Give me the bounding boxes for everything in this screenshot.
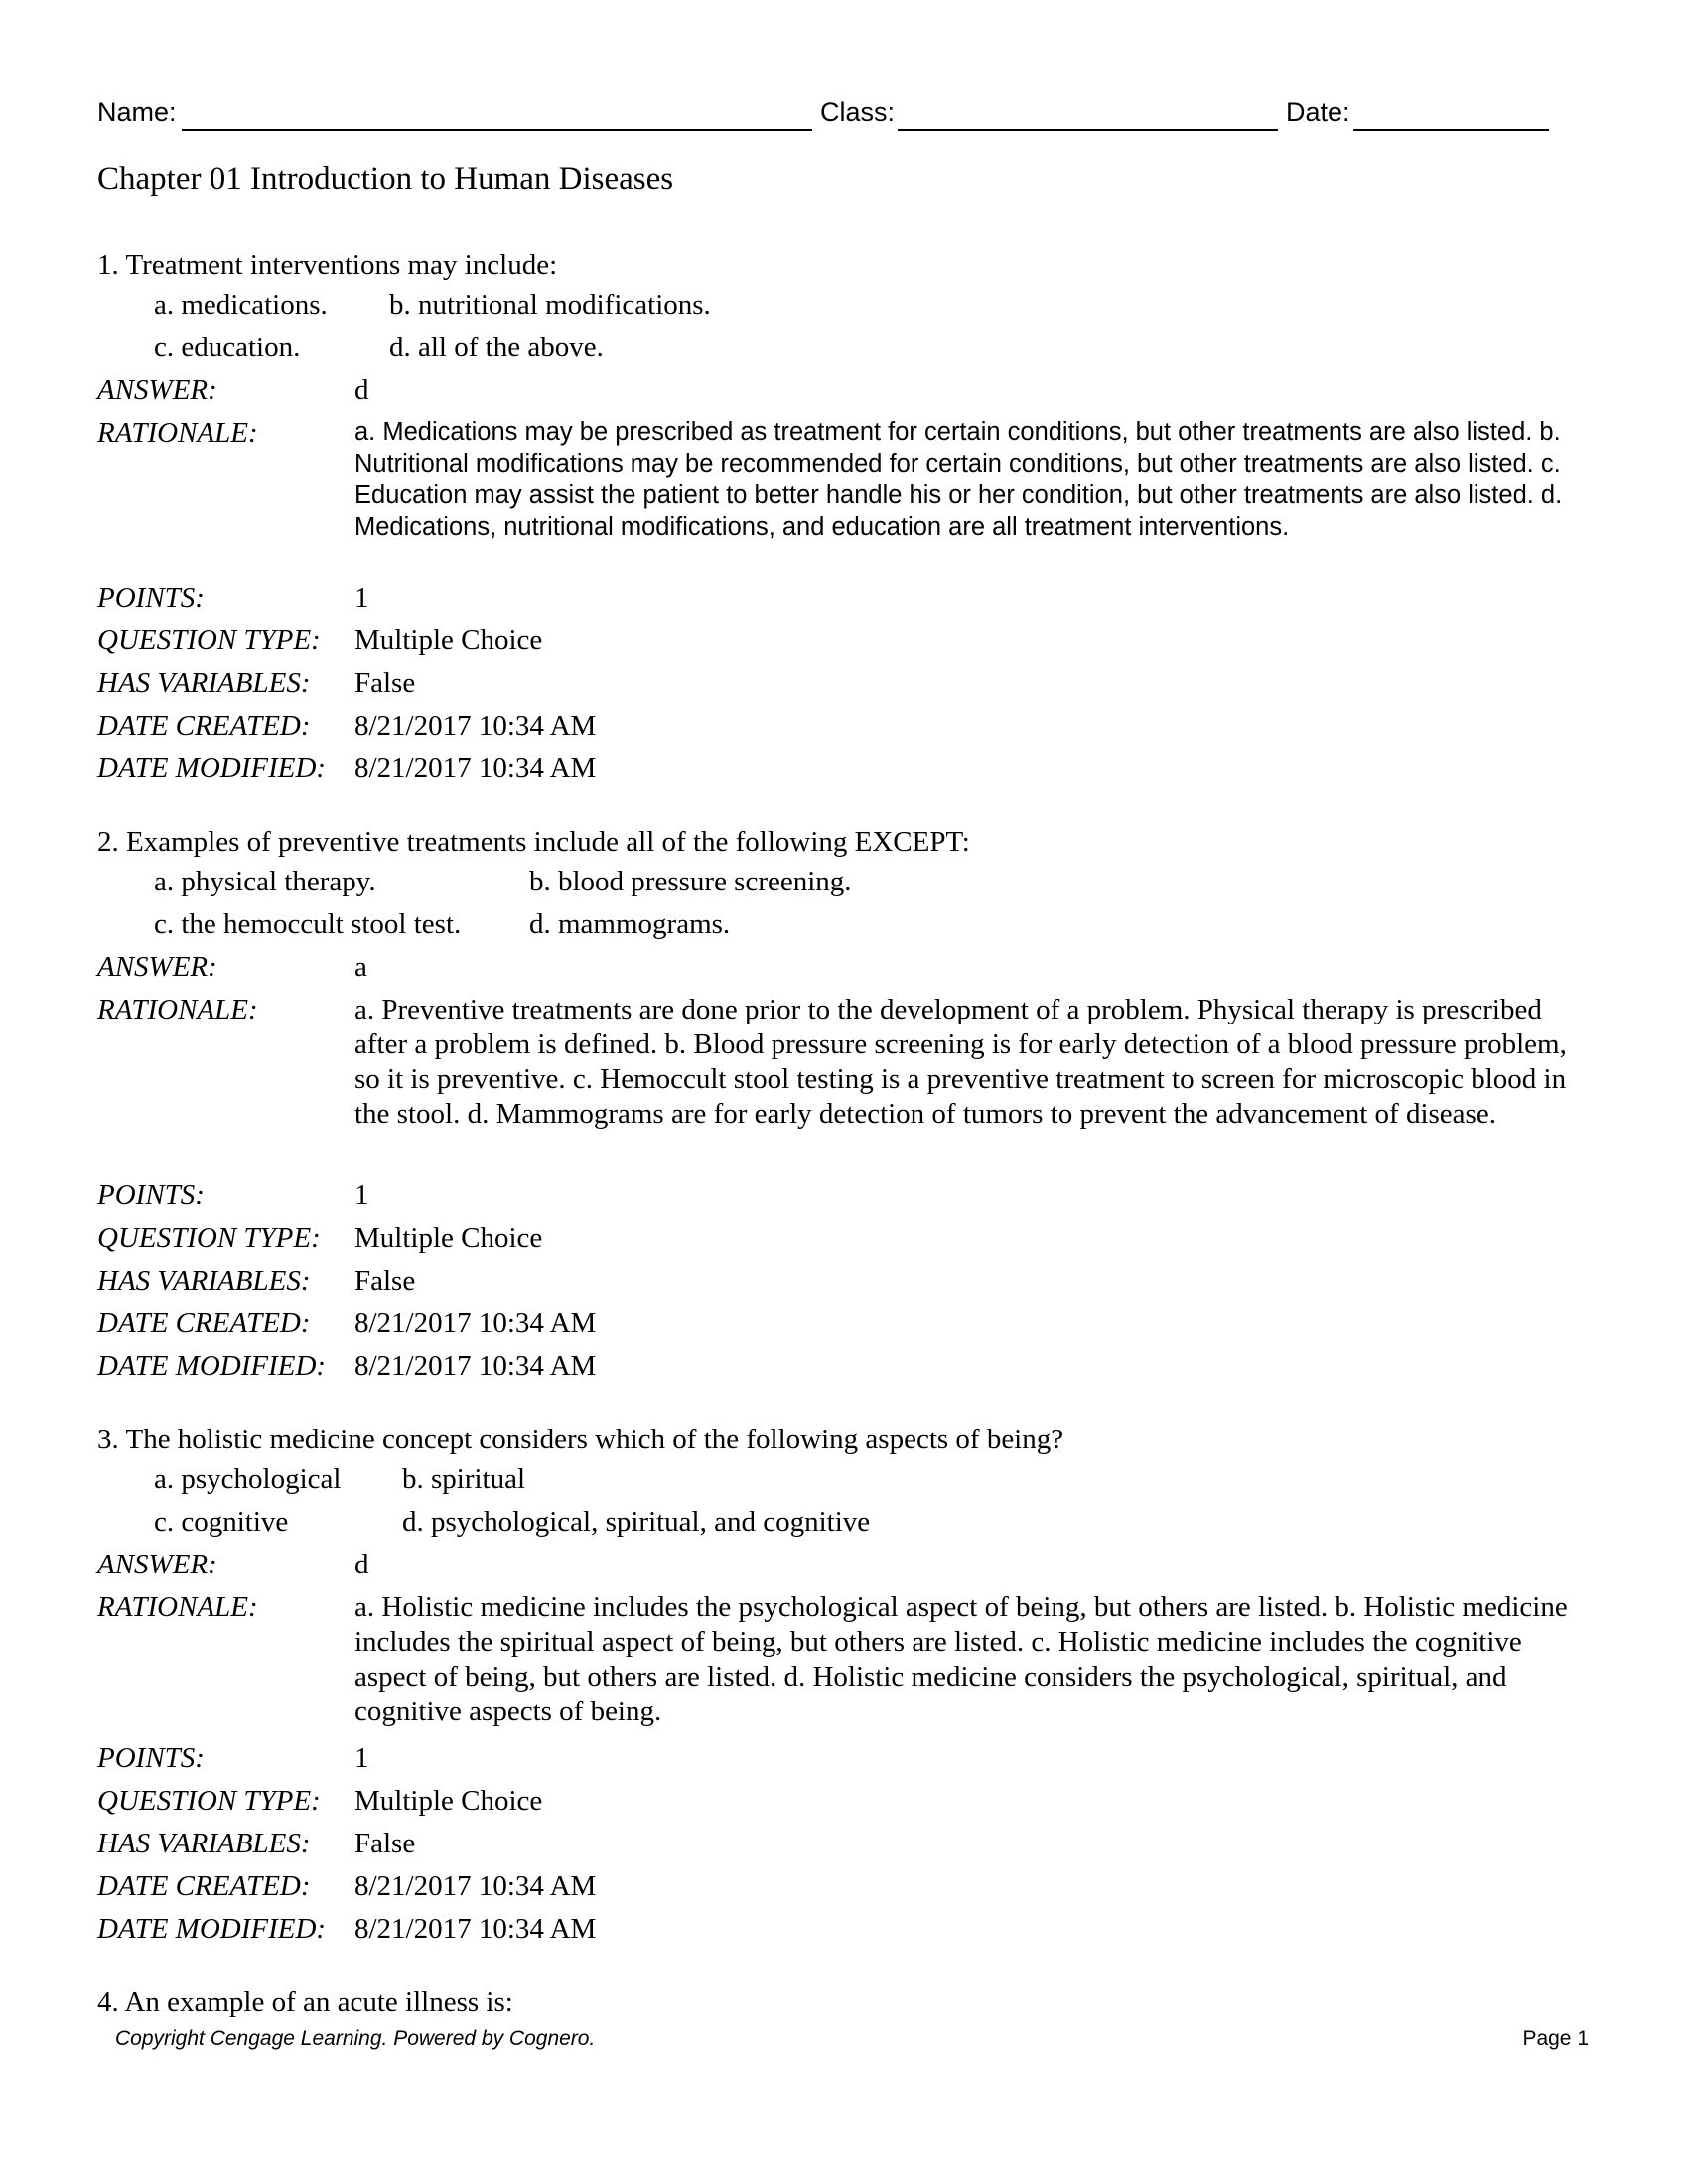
option-a: a. physical therapy. [154, 866, 376, 897]
has-variables-label: HAS VARIABLES: [97, 667, 311, 699]
rationale-text: a. Medications may be prescribed as treatment for certain conditions, but other treatments are also listed. b. Nutritional modifications may be recommended for certain conditions, but other treatments are also listed. c. Education may assist the patient to better handle his or her condition, but other treatments are also listed. d. Medications, nutritional modifications, and education are all treatment interventions. [354, 418, 1563, 541]
question-type-label: QUESTION TYPE: [97, 1785, 321, 1817]
question-stem: 3. The holistic medicine concept considers which of the following aspects of being? [97, 1424, 1064, 1455]
date-modified-value: 8/21/2017 10:34 AM [354, 752, 597, 784]
has-variables-value: False [354, 1265, 416, 1297]
points-label: POINTS: [97, 1179, 205, 1211]
date-created-label: DATE CREATED: [97, 1870, 311, 1902]
name-field[interactable] [182, 129, 812, 131]
answer-value: d [354, 1549, 369, 1580]
date-modified-value: 8/21/2017 10:34 AM [354, 1913, 597, 1945]
class-field[interactable] [898, 129, 1278, 131]
option-b: b. nutritional modifications. [389, 289, 711, 321]
option-c: c. cognitive [154, 1506, 289, 1538]
rationale-label: RATIONALE: [97, 417, 258, 449]
date-modified-label: DATE MODIFIED: [97, 1350, 327, 1382]
date-label: Date: [1286, 97, 1350, 127]
has-variables-value: False [354, 1828, 416, 1859]
option-d: d. all of the above. [389, 332, 604, 363]
question-stem: 1. Treatment interventions may include: [97, 249, 558, 281]
date-created-value: 8/21/2017 10:34 AM [354, 1307, 597, 1339]
rationale-text: a. Holistic medicine includes the psychological aspect of being, but others are listed. b. Holistic medicine includes the spiritual aspect of being, but others are listed. c. Holistic medicine includes the cognitive aspect of being, but others are listed. d. Holistic medicine considers the psychological, spiritual, and cognitive aspects of being. [354, 1591, 1568, 1727]
date-modified-label: DATE MODIFIED: [97, 1913, 327, 1945]
date-modified-value: 8/21/2017 10:34 AM [354, 1350, 597, 1382]
date-field[interactable] [1353, 129, 1549, 131]
rationale-text: a. Preventive treatments are done prior to the development of a problem. Physical therapy is prescribed after a problem is defined. b. Blood pressure screening is for early detection of a blood pressure problem, so it is preventive. c. Hemoccult stool testing is a preventive treatment to screen for microscopic blood in the stool. d. Mammograms are for early detection of tumors to prevent the advancement of disease. [354, 994, 1567, 1130]
rationale-label: RATIONALE: [97, 994, 258, 1025]
rationale-label: RATIONALE: [97, 1591, 258, 1623]
option-a: a. medications. [154, 289, 328, 321]
date-modified-label: DATE MODIFIED: [97, 752, 327, 784]
question-type-value: Multiple Choice [354, 1222, 543, 1254]
option-b: b. spiritual [402, 1463, 526, 1495]
answer-label: ANSWER: [97, 1549, 217, 1580]
question-type-value: Multiple Choice [354, 624, 543, 656]
points-label: POINTS: [97, 582, 205, 614]
date-created-value: 8/21/2017 10:34 AM [354, 1870, 597, 1902]
has-variables-label: HAS VARIABLES: [97, 1828, 311, 1859]
points-label: POINTS: [97, 1742, 205, 1774]
option-b: b. blood pressure screening. [529, 866, 852, 897]
points-value: 1 [354, 582, 369, 614]
option-c: c. education. [154, 332, 301, 363]
option-d: d. mammograms. [529, 908, 731, 940]
answer-label: ANSWER: [97, 374, 217, 406]
question-stem: 4. An example of an acute illness is: [97, 1986, 513, 2018]
points-value: 1 [354, 1179, 369, 1211]
name-label: Name: [97, 97, 177, 127]
class-label: Class: [820, 97, 896, 127]
chapter-title: Chapter 01 Introduction to Human Diseases [97, 161, 674, 197]
option-d: d. psychological, spiritual, and cognitive [402, 1506, 871, 1538]
question-type-value: Multiple Choice [354, 1785, 543, 1817]
question-type-label: QUESTION TYPE: [97, 624, 321, 656]
has-variables-value: False [354, 667, 416, 699]
date-created-value: 8/21/2017 10:34 AM [354, 710, 597, 742]
worksheet-header [97, 95, 1549, 135]
page-number: Page 1 [1522, 2027, 1589, 2050]
has-variables-label: HAS VARIABLES: [97, 1265, 311, 1297]
question-type-label: QUESTION TYPE: [97, 1222, 321, 1254]
answer-value: a [354, 951, 367, 983]
copyright-footer: Copyright Cengage Learning. Powered by Cognero. [115, 2027, 596, 2050]
answer-label: ANSWER: [97, 951, 217, 983]
option-c: c. the hemoccult stool test. [154, 908, 462, 940]
points-value: 1 [354, 1742, 369, 1774]
question-stem: 2. Examples of preventive treatments include all of the following EXCEPT: [97, 826, 970, 858]
option-a: a. psychological [154, 1463, 342, 1495]
date-created-label: DATE CREATED: [97, 710, 311, 742]
date-created-label: DATE CREATED: [97, 1307, 311, 1339]
answer-value: d [354, 374, 369, 406]
